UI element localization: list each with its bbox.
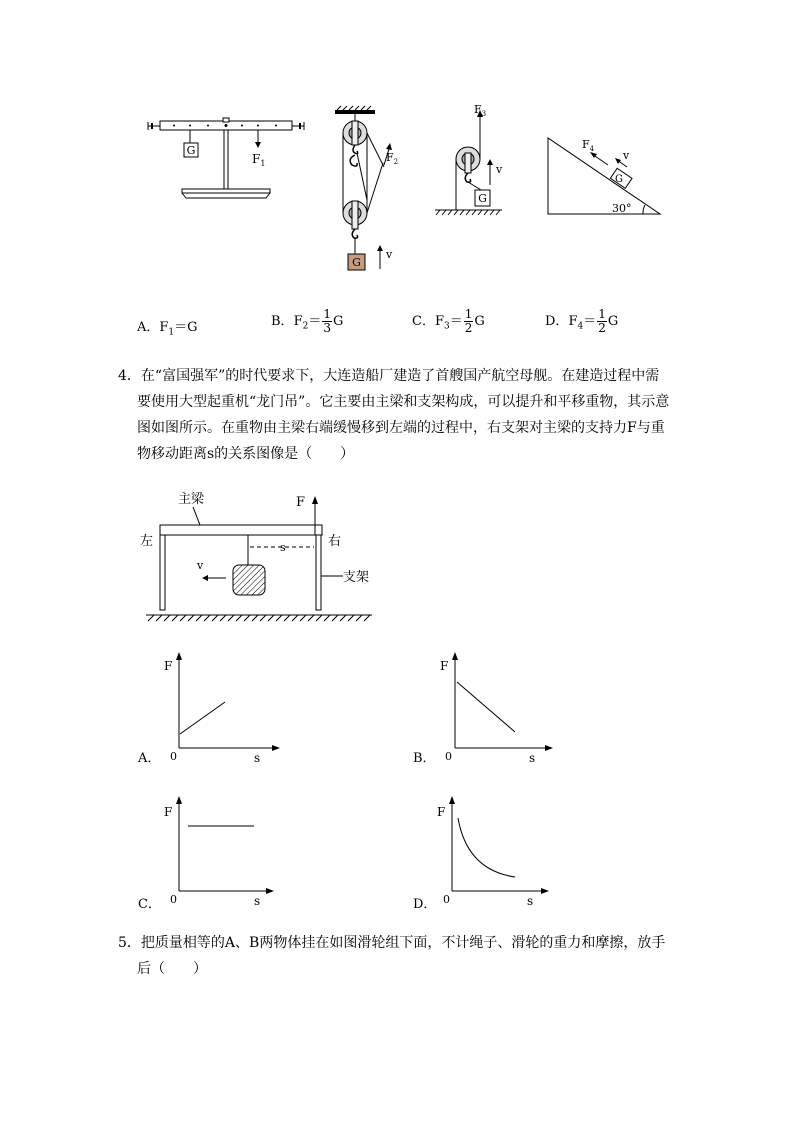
support-label: 支架 (343, 570, 370, 585)
option-d-origin: 0 (443, 893, 450, 906)
option-a-curve (180, 702, 225, 734)
option-a-x-label: s (254, 751, 261, 765)
lever-G-label: G (186, 144, 196, 157)
option-c-letter: C． (138, 897, 161, 912)
single-v-label: v (496, 163, 503, 176)
q4-option-b[interactable] (405, 648, 565, 773)
option-a-letter: A． (138, 751, 161, 766)
pulley-G-label: G (352, 256, 361, 269)
single-F-label: $F_3$ (474, 103, 487, 118)
lever-F-label: $F_1$ (252, 152, 266, 168)
option-d-letter: D． (413, 897, 437, 912)
force-label: F (296, 495, 306, 510)
incline-figure (548, 138, 660, 215)
q3-option-a[interactable]: A．$F_1=G$ (137, 320, 198, 338)
load-box (233, 565, 265, 595)
option-d-x-label: s (527, 894, 534, 908)
q4-line-2: 要使用大型起重机“龙门吊”。它主要由主梁和支架构成，可以提升和平移重物，其示意 (137, 394, 670, 410)
velocity-label: v (197, 559, 204, 572)
q4-option-a[interactable] (130, 648, 290, 773)
left-label: 左 (140, 534, 154, 549)
incline-angle-label: 30° (612, 202, 632, 215)
distance-label: s (280, 541, 286, 554)
q4-question (118, 363, 688, 467)
q5-number: 5． (118, 935, 141, 951)
q3-figures (130, 95, 690, 280)
pulley-v-label: v (386, 248, 393, 261)
option-c-origin: 0 (170, 893, 177, 906)
right-label: 右 (328, 534, 342, 549)
option-c-x-label: s (254, 894, 261, 908)
option-b-letter: B． (413, 751, 436, 766)
q4-option-c[interactable] (130, 790, 290, 915)
q3-option-d[interactable]: D．$F_4=$ $\frac{1}{2}$ G (545, 307, 619, 335)
q4-number: 4． (118, 368, 141, 384)
q4-line-4: 物移动距离s的关系图像是（ ） (137, 446, 355, 462)
option-b-curve (457, 682, 515, 732)
q5-question (118, 930, 688, 982)
incline-v-label: v (623, 149, 630, 162)
pulley-block-figure (335, 106, 398, 270)
q5-line-1: 把质量相等的A、B两物体挂在如图滑轮组下面，不计绳子、滑轮的重力和摩擦，放手 (140, 935, 666, 951)
single-G-label: G (478, 192, 487, 205)
gantry-crane-figure (138, 488, 378, 628)
option-b-origin: 0 (445, 750, 452, 763)
incline-G-label: G (615, 174, 623, 185)
option-c-y-label: F (164, 805, 173, 819)
option-a-y-label: F (164, 659, 173, 673)
option-b-x-label: s (529, 751, 536, 765)
incline-F-label: $F_4$ (582, 138, 595, 153)
q4-line-1: 在“富国强军”的时代要求下，大连造船厂建造了首艘国产航空母舰。在建造过程中需 (140, 368, 660, 384)
q4-option-d[interactable] (405, 790, 565, 915)
option-d-curve (458, 818, 515, 877)
lever-figure (148, 118, 304, 198)
pulley-F-label: $F_2$ (386, 151, 399, 166)
option-a-origin: 0 (170, 750, 177, 763)
option-d-y-label: F (437, 805, 446, 819)
q4-line-3: 图如图所示。在重物由主梁右端缓慢移到左端的过程中，右支架对主梁的支持力F与重 (137, 420, 665, 436)
q3-option-b[interactable]: B．$F_2=$ $\frac{1}{3}$ G (271, 307, 344, 335)
option-b-y-label: F (440, 659, 449, 673)
beam-label: 主梁 (178, 492, 205, 507)
single-pulley-figure (435, 103, 503, 215)
q5-line-2: 后（ ） (137, 961, 207, 977)
q3-option-c[interactable]: C．$F_3=$ $\frac{1}{2}$ G (412, 307, 485, 335)
